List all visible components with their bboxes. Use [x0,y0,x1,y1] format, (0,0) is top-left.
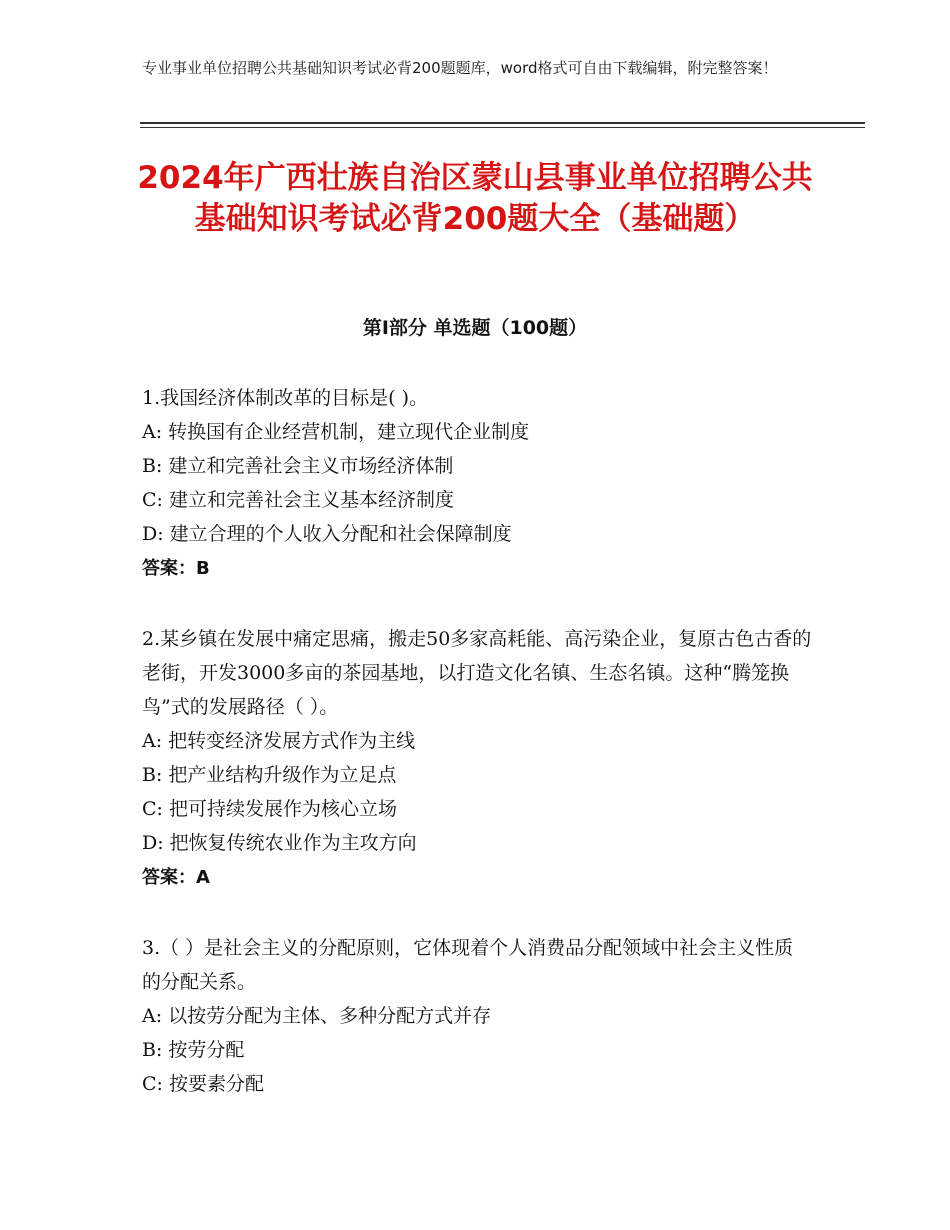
question-list [142,381,812,1101]
option-b: B: 建立和完善社会主义市场经济体制 [142,455,454,477]
question-1 [142,381,812,587]
option-a: A: 把转变经济发展方式作为主线 [142,730,416,752]
option-d: D: 把恢复传统农业作为主攻方向 [142,832,417,854]
option-b: B: 把产业结构升级作为立足点 [142,764,397,786]
option-c: C: 建立和完善社会主义基本经济制度 [142,489,454,511]
answer: 答案：A [142,867,210,888]
option-a: A: 以按劳分配为主体、多种分配方式并存 [142,1005,492,1027]
question-stem: 2.某乡镇在发展中痛定思痛，搬走50多家高耗能、高污染企业，复原古色古香的老街，开发3000多亩的茶园基地，以打造文化名镇、生态名镇。这种“腾笼换鸟”式的发展路径（ ）。 [142,628,812,718]
answer: 答案：B [142,558,210,579]
option-b: B: 按劳分配 [142,1039,245,1061]
option-a: A: 转换国有企业经营机制，建立现代企业制度 [142,421,530,443]
question-stem: 1.我国经济体制改革的目标是( )。 [142,387,428,409]
option-d: D: 建立合理的个人收入分配和社会保障制度 [142,523,512,545]
header-rule-thin [140,127,865,128]
option-c: C: 按要素分配 [142,1073,264,1095]
question-2 [142,622,812,896]
header-rule-thick [140,122,865,124]
option-c: C: 把可持续发展作为核心立场 [142,798,397,820]
question-stem: 3.（ ）是社会主义的分配原则，它体现着个人消费品分配领域中社会主义性质的分配关系。 [142,937,794,993]
section-heading: 第Ⅰ部分 单选题（100题） [362,317,588,339]
header-note: 专业事业单位招聘公共基础知识考试必背200题题库，word格式可自由下载编辑，附完整答案！ [142,59,778,77]
document-title: 2024年广西壮族自治区蒙山县事业单位招聘公共基础知识考试必背200题大全（基础题） [137,160,813,237]
question-3 [142,931,812,1101]
